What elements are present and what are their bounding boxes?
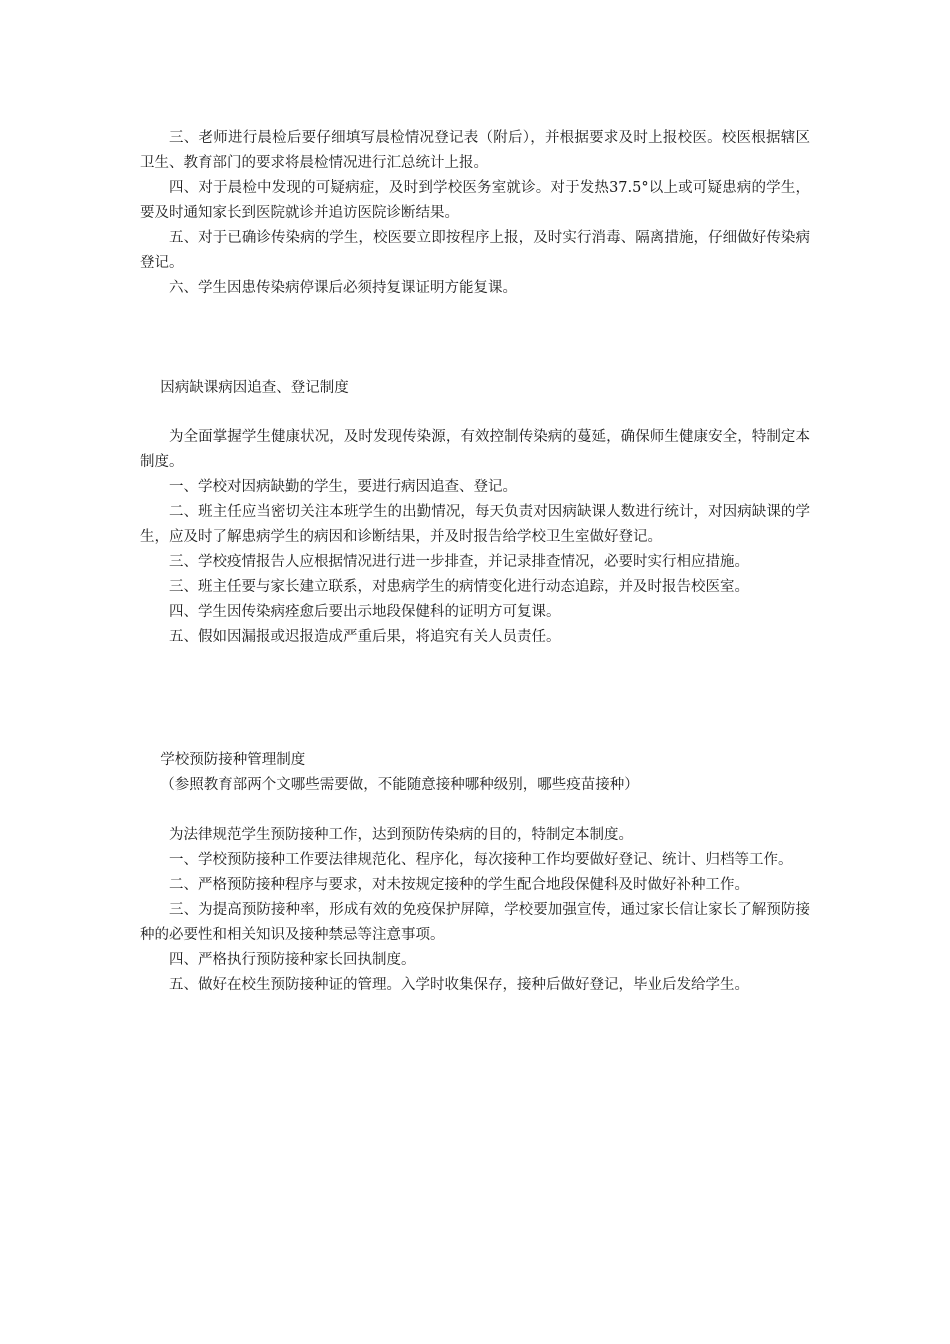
paragraph: 二、严格预防接种程序与要求，对未按规定接种的学生配合地段保健科及时做好补种工作。 [169, 877, 749, 893]
paragraph: 二、班主任应当密切关注本班学生的出勤情况，每天负责对因病缺课人数进行统计，对因病缺课的学生，应及时了解患病学生的病因和诊断结果，并及时报告给学校卫生室做好登记。 [140, 504, 810, 545]
section-title-sick-absence [140, 376, 810, 401]
paragraph: 为法律规范学生预防接种工作，达到预防传染病的目的，特制定本制度。 [169, 827, 633, 843]
paragraph: 一、学校对因病缺勤的学生，要进行病因追查、登记。 [169, 479, 517, 495]
paragraph: 四、严格执行预防接种家长回执制度。 [169, 952, 416, 968]
paragraph: 为全面掌握学生健康状况，及时发现传染源，有效控制传染病的蔓延，确保师生健康安全，特制定本制度。 [140, 429, 810, 470]
paragraph: 三、班主任要与家长建立联系，对患病学生的病情变化进行动态追踪，并及时报告校医室。 [169, 579, 749, 595]
paragraph: 三、为提高预防接种率，形成有效的免疫保护屏障，学校要加强宣传，通过家长信让家长了解预防接种的必要性和相关知识及接种禁忌等注意事项。 [140, 902, 810, 943]
paragraph: 四、对于晨检中发现的可疑病症，及时到学校医务室就诊。对于发热37.5°以上或可疑患病的学生，要及时通知家长到医院就诊并追访医院诊断结果。 [140, 180, 810, 221]
paragraph: 六、学生因患传染病停课后必须持复课证明方能复课。 [169, 280, 517, 296]
paragraph: 三、老师进行晨检后要仔细填写晨检情况登记表（附后），并根据要求及时上报校医。校医根据辖区卫生、教育部门的要求将晨检情况进行汇总统计上报。 [140, 130, 810, 171]
section-title-vaccination [140, 748, 810, 798]
section-sick-absence [140, 425, 810, 650]
section-title: 学校预防接种管理制度 [160, 752, 306, 768]
paragraph: 四、学生因传染病痊愈后要出示地段保健科的证明方可复课。 [169, 604, 561, 620]
section-morning-check [140, 126, 810, 301]
paragraph: 五、做好在校生预防接种证的管理。入学时收集保存，接种后做好登记，毕业后发给学生。 [169, 977, 749, 993]
paragraph: 五、对于已确诊传染病的学生，校医要立即按程序上报，及时实行消毒、隔离措施，仔细做好传染病登记。 [140, 230, 810, 271]
section-note: （参照教育部两个文哪些需要做，不能随意接种哪种级别，哪些疫苗接种） [160, 777, 639, 793]
paragraph: 三、学校疫情报告人应根据情况进行进一步排查，并记录排查情况，必要时实行相应措施。 [169, 554, 749, 570]
section-vaccination [140, 823, 810, 998]
section-title: 因病缺课病因追查、登记制度 [160, 380, 349, 396]
paragraph: 一、学校预防接种工作要法律规范化、程序化，每次接种工作均要做好登记、统计、归档等工作。 [169, 852, 793, 868]
paragraph: 五、假如因漏报或迟报造成严重后果，将追究有关人员责任。 [169, 629, 561, 645]
